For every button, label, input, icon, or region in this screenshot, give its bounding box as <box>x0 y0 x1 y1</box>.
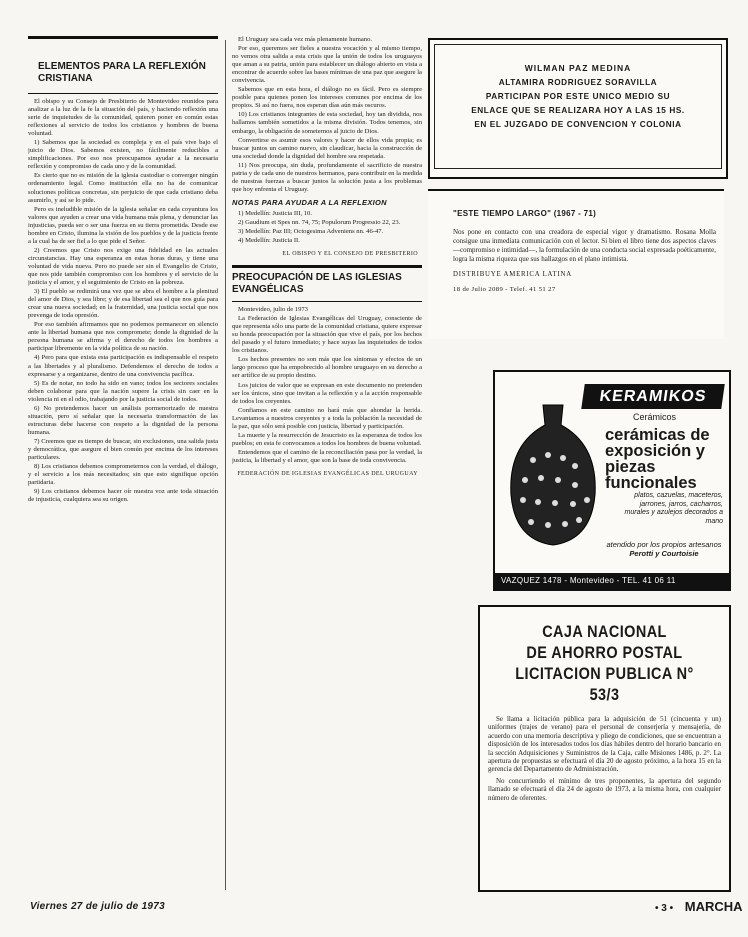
product-list: platos, cazuelas, maceteros, jarrones, jarros, cacharros, murales y azulejos decorados a mano <box>624 492 723 525</box>
announcement-line: PARTICIPAN POR ESTE UNICO MEDIO SU <box>485 92 671 101</box>
paragraph: Pero es ineludible misión de la iglesia señalar en cada coyuntura los valores que ayuden a crear una vida humana más plena, y denunciar las injusticias, pueda ser o ser una fuerza en su tierra prometida. Desde ese hombre en Cristo, ilumina la visión de los pueblos y de la justicia frente a la cual ha de ser fiel a lo que pide el Señor. <box>28 205 218 245</box>
paragraph: 1) Sabemos que la sociedad es compleja y en el país vive bajo el juicio de Dios. Sabemos existen, no fácilmente reducibles a simplificaciones. Por eso nos preocupamos ayudar a la necesaria reflexión y compromiso de cada uno y de la comunidad. <box>28 139 218 171</box>
article-body-continued <box>232 36 422 194</box>
book-address: 18 de Julio 2089 - Telef. 41 51 27 <box>453 286 556 293</box>
paragraph: 10) Los cristianos integrantes de esta sociedad, hoy tan dividida, nos hallamos también sometidos a la misma división. Todos tenemos, sin embargo, la obligación de someternos al juicio de Dios. <box>232 111 422 135</box>
announcement-line: ALTAMIRA RODRIGUEZ SORAVILLA <box>498 78 658 87</box>
postal-headline-2: DE AHORRO POSTAL <box>526 643 683 662</box>
ceramics-headline: cerámicas de exposición y piezas funcionales <box>605 426 710 492</box>
paragraph: 3) El pueblo se redimirá una vez que se abra el hombre a la plenitud del amor de Dios, y sea libre; y de esa libertad sea el que nos guía para crear una nueva sociedad; en la fraternidad, una justicia social que nos prevenga de toda opresión. <box>28 288 218 320</box>
paragraph: 4) Pero para que exista esta participación es indispensable el respeto a las libertades y al pluralismo. Defendemos el derecho de todos a expresarse y a organizarse, dentro de una convivencia pacífica. <box>28 354 218 378</box>
paragraph: 6) No pretendemos hacer un análisis pormenorizado de nuestra situación, pero sí señalar que la necesaria transformación de las estructuras debe hacerse con respeto a la dignidad de la persona humana. <box>28 404 218 436</box>
article-body <box>28 98 218 504</box>
column-divider <box>225 40 226 890</box>
column-left <box>28 36 218 894</box>
vase-illustration <box>503 400 603 550</box>
article-title: ELEMENTOS PARA LA REFLEXIÓN CRISTIANA <box>38 61 206 84</box>
paragraph: 2) Gaudium et Spes nn. 74, 75; Populorum Progressio 22, 23. <box>238 218 401 226</box>
ceramics-ad <box>493 370 731 591</box>
paragraph: 5) Es de notar, no todo ha sido en vano; todos los sectores sociales deben colaborar para que la nación supere la crisis sin caer en la violencia ni en el odio, trabajando por la justicia social de todos. <box>28 379 218 403</box>
page-footer <box>655 899 743 914</box>
section-rule <box>232 265 422 268</box>
book-distributor: DISTRIBUYE AMERICA LATINA <box>453 271 572 278</box>
paragraph: 1) Medellín: Justicia III, 10. <box>238 209 312 217</box>
page-number: • 3 • <box>655 903 674 914</box>
paragraph: La muerte y la resurrección de Jesucristo es la esperanza de todos los pueblos; en esta fe convocamos a todos los hombres de buena voluntad. <box>232 431 422 447</box>
paragraph: Sabemos que en esta hora, el diálogo no es fácil. Pero es siempre posible para quienes ponen los intereses comunes por encima de los propios. Si así no fuera, nos esperan días aún más oscuros. <box>232 86 422 110</box>
wedding-announcement <box>428 38 728 179</box>
paragraph: 8) Los cristianos debemos comprometernos con la verdad, el diálogo, y el servicio a los más necesitados; sin que esto signifique opción partidaria. <box>28 463 218 487</box>
tender-text-2: No concurriendo el mínimo de tres proponentes, la apertura del segundo llamado se efectuará el día 24 de agosto de 1973, a la misma hora, con cualquier número de oferentes. <box>488 776 721 802</box>
paragraph: 11) Nos preocupa, sin duda, profundamente el sacrificio de nuestra patria y de cada uno de nuestros hermanos, para contribuir en la medida de nuestras fuerzas a buscar juntos la solución justa a los problemas que hoy enfrenta el Uruguay. <box>232 161 422 193</box>
paragraph: Por eso, queremos ser fieles a nuestra vocación y al mismo tiempo, no vemos otra salida a esta crisis que la unión de todos los uruguayos que aman a su patria, unión para establecer un diálogo abierto en vista a encontrar de acuerdo sobre las bases mínimas de una paz que asegure la convivencia. <box>232 45 422 85</box>
paragraph: Por eso también afirmamos que no podemos permanecer en silencio ante la libertad humana que nos compromete; donde la dignidad de la persona humana se afirma y el derecho de todos los hombres a participar libremente en la vida política de su nación. <box>28 321 218 353</box>
postal-savings-ad <box>478 605 731 892</box>
ceramics-address: VAZQUEZ 1478 - Montevideo - TEL. 41 06 11 <box>495 573 729 589</box>
article-signature: EL OBISPO Y EL CONSEJO DE PRESBITERIO <box>282 251 418 258</box>
column-middle <box>232 36 422 894</box>
paragraph: Entendemos que el camino de la reconciliación pasa por la verdad, la justicia, la libertad y el amor, que son la base de toda convivencia. <box>232 448 422 464</box>
announcement-line: ENLACE QUE SE REALIZARA HOY A LAS 15 HS. <box>471 106 685 115</box>
article2-signature: FEDERACIÓN DE IGLESIAS EVANGÉLICAS DEL URUGUAY <box>237 470 418 477</box>
article2-body <box>232 306 422 465</box>
book-description: Nos pone en contacto con una creadora de especial vigor y dramatismo. Rosana Molla consigue una inmediata comunicación con el lector. Si bien el libro tiene dos aspectos claves —compromiso e intimidad—, la formulación de una conducta social expresada poéticamente, logra la misma riqueza que sus hallazgos en el plano intimista. <box>453 228 716 263</box>
notes-list <box>232 210 422 245</box>
book-ad <box>428 189 724 339</box>
paragraph: La Federación de Iglesias Evangélicas del Uruguay, consciente de que representa sólo una parte de la comunidad cristiana, quiere expresar su honda preocupación por la situación que vive el país, por los hechos del pasado y el futuro inmediato; y hace suyas las inquietudes de todos los cristianos. <box>232 315 422 355</box>
announcement-name: WILMAN PAZ MEDINA <box>524 63 632 73</box>
paragraph: Los juicios de valor que se expresan en este documento no pretenden ser los únicos, sino que invitan a la reflexión y a la acción responsable de todos los creyentes. <box>232 381 422 405</box>
title-rule <box>28 36 218 39</box>
article2-title: PREOCUPACIÓN DE LAS IGLESIAS EVANGÉLICAS <box>232 272 402 296</box>
paragraph: Confiamos en este camino no hará más que ahondar la herida. Levantamos a nuestros creyentes y a toda la población la necesidad de la paz, que sólo será posible con justicia, libertad y participación. <box>232 406 422 430</box>
paragraph: 3) Medellín: Paz III; Octogesima Adveniens nn. 46-47. <box>238 227 384 235</box>
paragraph: 7) Creemos que es tiempo de buscar, sin exclusiones, una salida justa y democrática, que asegure el bien común por encima de los intereses particulares. <box>28 437 218 462</box>
paragraph: Los hechos presentes no son más que los síntomas y efectos de un largo proceso que ha empobrecido al hombre uruguayo en su derecho a ser artífice de su propio destino. <box>232 356 422 380</box>
keramikos-logo: KERAMIKOS <box>581 384 725 409</box>
title-rule-thin <box>232 301 422 302</box>
paragraph: 4) Medellín: Justicia II. <box>238 237 300 245</box>
artisans-names: Perotti y Courtoisie <box>629 549 699 558</box>
attended-label: atendido por los propios artesanos <box>606 540 722 549</box>
announcement-line: EN EL JUZGADO DE CONVENCION Y COLONIA <box>474 120 682 129</box>
paragraph: Convertirse es asumir esos valores y hacer de ellos vida propia; es buscar juntos un camino nuevo, sin claudicar, hacia la construcción de una sociedad donde la dignidad del hombre sea respetada. <box>232 136 422 160</box>
notes-title: NOTAS PARA AYUDAR A LA REFLEXION <box>232 197 387 207</box>
paragraph: El Uruguay sea cada vez más plenamente humano. <box>238 36 373 43</box>
paragraph: Montevideo, julio de 1973 <box>238 306 308 314</box>
paragraph: 2) Creemos que Cristo nos exige una fidelidad en las actuales circunstancias. Hay una esperanza en estas horas duras, y tiene una voluntad de vida nueva. Pero no puede ser sin el Evangelio de Cristo, que nos pide también compromiso con los hombres y el servicio de la justicia y el amor, y el seguimiento de Cristo en la pobreza. <box>28 246 218 287</box>
book-title: "ESTE TIEMPO LARGO" (1967 - 71) <box>453 209 597 218</box>
book-ad-rule <box>428 189 724 191</box>
postal-headline-1: CAJA NACIONAL <box>542 622 667 641</box>
attended-by <box>605 540 723 558</box>
paragraph: El obispo y su Consejo de Presbiterio de Montevideo reunidos para analizar a la luz de la fe la situación del país, y haciendo reflexión una serie de inquietudes de la comunidad, quieren poner en común estas reflexiones al servicio de todos los cristianos y hombres de buena voluntad. <box>28 98 218 138</box>
title-rule-thin <box>28 93 218 94</box>
issue-date: Viernes 27 de julio de 1973 <box>30 901 166 912</box>
logo-subtitle: Cerámicos <box>633 412 677 422</box>
paragraph: Es cierto que no es misión de la iglesia custodiar o converger ningún ordenamiento legal. Como institución ella no ha de comunicar soluciones políticas concretas, sin perjuicio de que cada cristiano deba asumirlo, y así se lo pide. <box>28 172 218 204</box>
tender-text: Se llama a licitación pública para la adquisición de 51 (cincuenta y un) uniformes (trajes de verano) para el personal de conserjería y mensajería, de acuerdo con una memoria descriptiva y pliego de condiciones, que se encuentran a disposición de los interesados todos los días hábiles dentro del horario bancario en la sección Adquisiciones y Suministros de la Caja, calle Misiones 1486, p. 2°. La apertura de propuestas se efectuará el día 20 de agosto próximo, a la hora 15 en la gerencia del Departamento de Administración. <box>488 715 721 774</box>
paragraph: 9) Los cristianos debemos hacer oír nuestra voz ante toda situación de injusticia, cualquiera sea su origen. <box>28 488 218 504</box>
postal-headline-3: LICITACION PUBLICA N° 53/3 <box>515 664 694 704</box>
publication-brand: MARCHA <box>684 899 743 914</box>
